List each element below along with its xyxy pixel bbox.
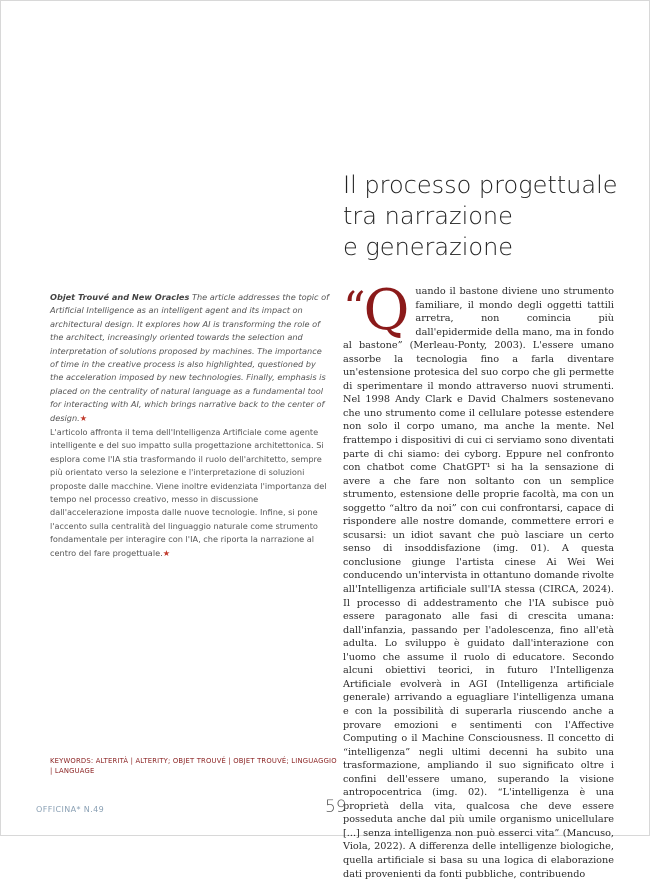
abstract-english-lead: Objet Trouvé and New Oracles [50,292,190,302]
article-body [343,278,614,880]
abstract-english-text: The article addresses the topic of Artificial Intelligence as an intelligent agent and its impact on architectural design. It explores how AI is transforming the role of the architect, increasingly oriented towards the selection and interpretation of solutions proposed by machines. The importance of time in the creative process is also highlighted, questioned by the acceleration imposed by new technologies. Finally, emphasis is placed on the centrality of natural language as a fundamental tool for interacting with AI, which brings narrative back to the center of design. [50,292,330,423]
title-line-3: e generazione [343,233,514,261]
star-icon: ★ [162,547,171,558]
article-title [343,170,633,263]
title-line-1: Il processo progettuale [343,171,618,199]
dropcap [343,278,410,343]
abstract-italian-text: L'articolo affronta il tema dell'Intelligenza Artificiale come agente intelligente e del suo impatto sulla progettazione architettonica. Si esplora come l'IA stia trasformando il ruolo dell'architetto, sempre più orientato verso la selezione e l'interpretazione di soluzioni proposte dalle macchine. Viene inoltre evidenziata l'importanza del tempo nel processo creativo, messo in discussione dall'accelerazione imposta dalle nuove tecnologie. Infine, si pone l'accento sulla centralità del linguaggio naturale come strumento fondamentale per interagire con l'IA, che riporta la narrazione al centro del fare progettuale. [50,427,327,558]
title-line-2: tra narrazione [343,202,513,230]
body-paragraph [343,278,614,881]
journal-name: OFFICINA* N.49 [36,805,105,814]
dropcap-quote-mark: “ [343,283,364,334]
star-icon: ★ [79,412,88,423]
dropcap-letter: Q [363,278,410,343]
keywords: KEYWORDS: ALTERITÀ | ALTERITY; OBJET TROUVÉ | OBJET TROUVÉ; LINGUAGGIO | LANGUAGE [50,757,337,775]
page-number: 59 [325,797,347,817]
abstract-english [50,291,330,425]
abstract-italian [50,426,330,560]
body-text: uando il bastone diviene uno strumento familiare, il mondo degli oggetti tattili arretra, non comincia più dall'epidermide della mano, ma in fondo al bastone” (Merleau-Ponty, 2003). L'essere umano assorbe la tecnologia fino a farla diventare un'estensione protesica del suo corpo che gli permette di sperimentare il mondo attraverso nuovi strumenti. Nel 1998 Andy Clark e David Chalmers sostenevano che uno strumento come il cellulare potesse estendere non solo il corpo umano, ma anche la mente. Nel frattempo i dispositivi di cui ci serviamo sono diventati parte di chi siamo: dei cyborg. Eppure nel confronto con chatbot come ChatGPT¹ si ha la sensazione di avere a che fare non soltanto con un semplice strumento, estensione delle proprie facoltà, ma con un soggetto “altro da noi” con cui confrontarsi, capace di rispondere alle nostre domande, commettere errori e scusarsi: un idiot savant che può lasciare un certo senso di insoddisfazione (img. 01). A questa conclusione giunge l'artista cinese Ai Wei Wei conducendo un'intervista in ottantuno domande rivolte all'Intelligenza artificiale sull'IA stessa (CIRCA, 2024). Il processo di addestramento che l'IA subisce può essere paragonato alle fasi di crescita umana: dall'infanzia, passando per l'adolescenza, fino all'età adulta. Lo sviluppo è guidato dall'interazione con l'uomo che assume il ruolo di educatore. Secondo alcuni obiettivi teorici, in futuro l'Intelligenza Artificiale evolverà in AGI (Intelligenza artificiale generale) arrivando a eguagliare l'intelligenza umana e con la possibilità di superarla riuscendo anche a provare emozioni e sentimenti con l'Affective Computing o il Machine Consciousness. Il concetto di “intelligenza” negli ultimi decenni ha subito una trasformazione, ampliando il suo significato oltre i confini dell'essere umano, superando la visione antropocentrica (img. 02). “L'intelligenza è una proprietà della vita, qualcosa che deve essere posseduta anche dal più umile organismo unicellulare [...] senza intelligenza non può esserci vita” (Mancuso, Viola, 2022). A differenza delle intelligenze biologiche, quella artificiale si basa su una logica di elaborazione dati provenienti da fonti pubbliche, contribuendo [343,286,614,880]
